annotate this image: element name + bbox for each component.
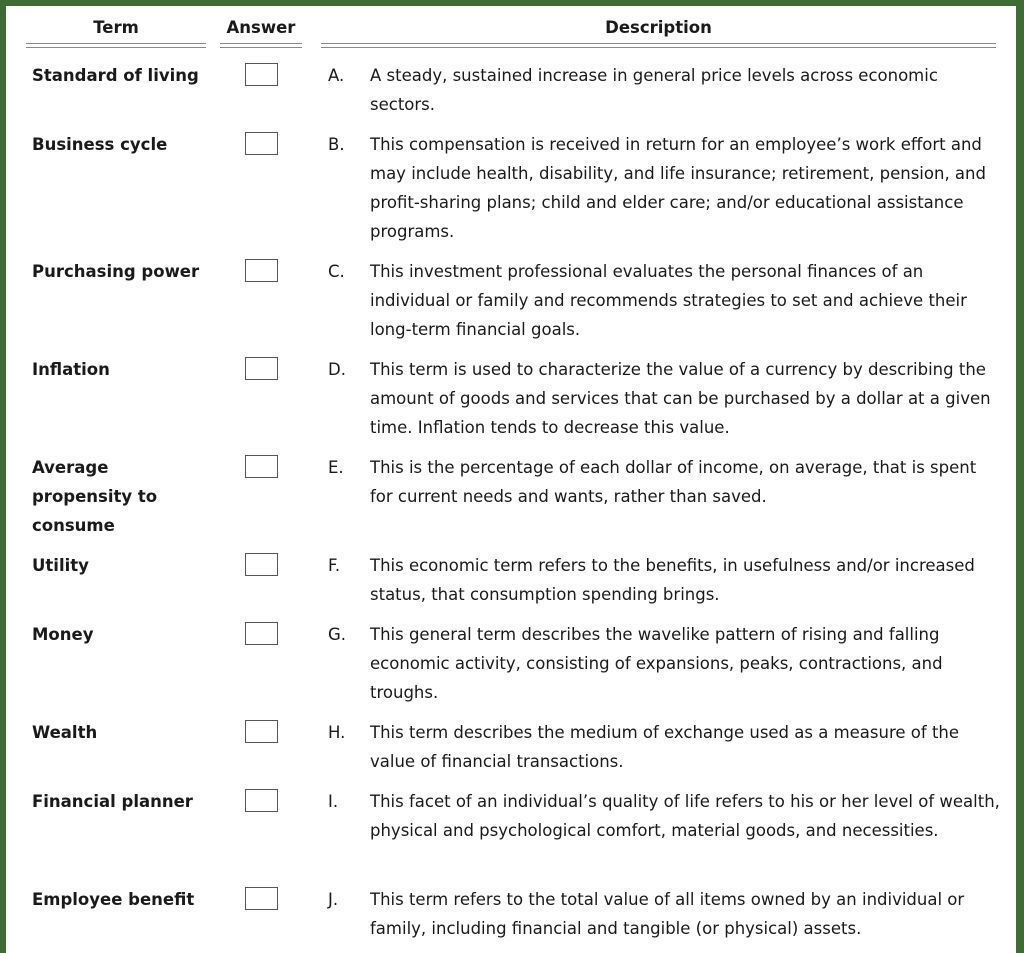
description-letter: J.	[328, 890, 339, 909]
description-letter: I.	[328, 792, 339, 811]
description-letter: B.	[328, 135, 345, 154]
answer-input-box[interactable]	[245, 622, 278, 645]
description-text: This term is used to characterize the value of a currency by describing the amount of goods and services that can be purchased by a dollar at a given time. Inflation tends to decrease this value.	[370, 360, 991, 437]
matching-table	[6, 6, 1016, 953]
answer-input-box[interactable]	[245, 789, 278, 812]
answer-column-header: Answer	[226, 18, 296, 37]
term-column-header: Term	[93, 18, 139, 37]
description-letter: G.	[328, 625, 347, 644]
answer-input-box[interactable]	[245, 132, 278, 155]
description-letter: A.	[328, 66, 345, 85]
term-label: Employee benefit	[32, 890, 195, 909]
answer-input-box[interactable]	[245, 259, 278, 282]
answer-input-box[interactable]	[245, 63, 278, 86]
answer-input-box[interactable]	[245, 720, 278, 743]
term-label: Wealth	[32, 723, 98, 742]
term-label: Utility	[32, 556, 89, 575]
description-text: This investment professional evaluates the personal finances of an individual or family and recommends strategies to set and achieve their long-term financial goals.	[370, 262, 967, 339]
answer-input-box[interactable]	[245, 455, 278, 478]
description-text: This compensation is received in return for an employee’s work effort and may include health, disability, and life insurance; retirement, pension, and profit-sharing plans; child and elder care; and/or educational assistance programs.	[370, 135, 986, 241]
answer-input-box[interactable]	[245, 553, 278, 576]
term-header-rule	[26, 43, 206, 48]
description-letter: D.	[328, 360, 346, 379]
term-label: Financial planner	[32, 792, 193, 811]
description-letter: E.	[328, 458, 344, 477]
answer-input-box[interactable]	[245, 887, 278, 910]
answer-input-box[interactable]	[245, 357, 278, 380]
description-header-rule	[321, 43, 996, 48]
table-header	[6, 6, 1016, 54]
answer-header-rule	[220, 43, 302, 48]
term-label: Average propensity to consume	[32, 458, 158, 535]
description-text: This facet of an individual’s quality of life refers to his or her level of wealth, physical and psychological comfort, material goods, and necessities.	[370, 792, 1000, 840]
description-text: This general term describes the wavelike pattern of rising and falling economic activity, consisting of expansions, peaks, contractions, and troughs.	[370, 625, 943, 702]
term-label: Inflation	[32, 360, 110, 379]
term-label: Money	[32, 625, 94, 644]
description-text: A steady, sustained increase in general price levels across economic sectors.	[370, 66, 938, 114]
term-label: Business cycle	[32, 135, 168, 154]
description-text: This term describes the medium of exchange used as a measure of the value of financial transactions.	[370, 723, 960, 771]
description-letter: F.	[328, 556, 341, 575]
description-text: This economic term refers to the benefits, in usefulness and/or increased status, that consumption spending brings.	[370, 556, 975, 604]
description-letter: C.	[328, 262, 345, 281]
description-text: This is the percentage of each dollar of income, on average, that is spent for current needs and wants, rather than saved.	[370, 458, 977, 506]
description-text: This term refers to the total value of all items owned by an individual or family, including financial and tangible (or physical) assets.	[370, 890, 965, 938]
term-label: Purchasing power	[32, 262, 200, 281]
description-column-header: Description	[605, 18, 712, 37]
description-letter: H.	[328, 723, 346, 742]
term-label: Standard of living	[32, 66, 199, 85]
